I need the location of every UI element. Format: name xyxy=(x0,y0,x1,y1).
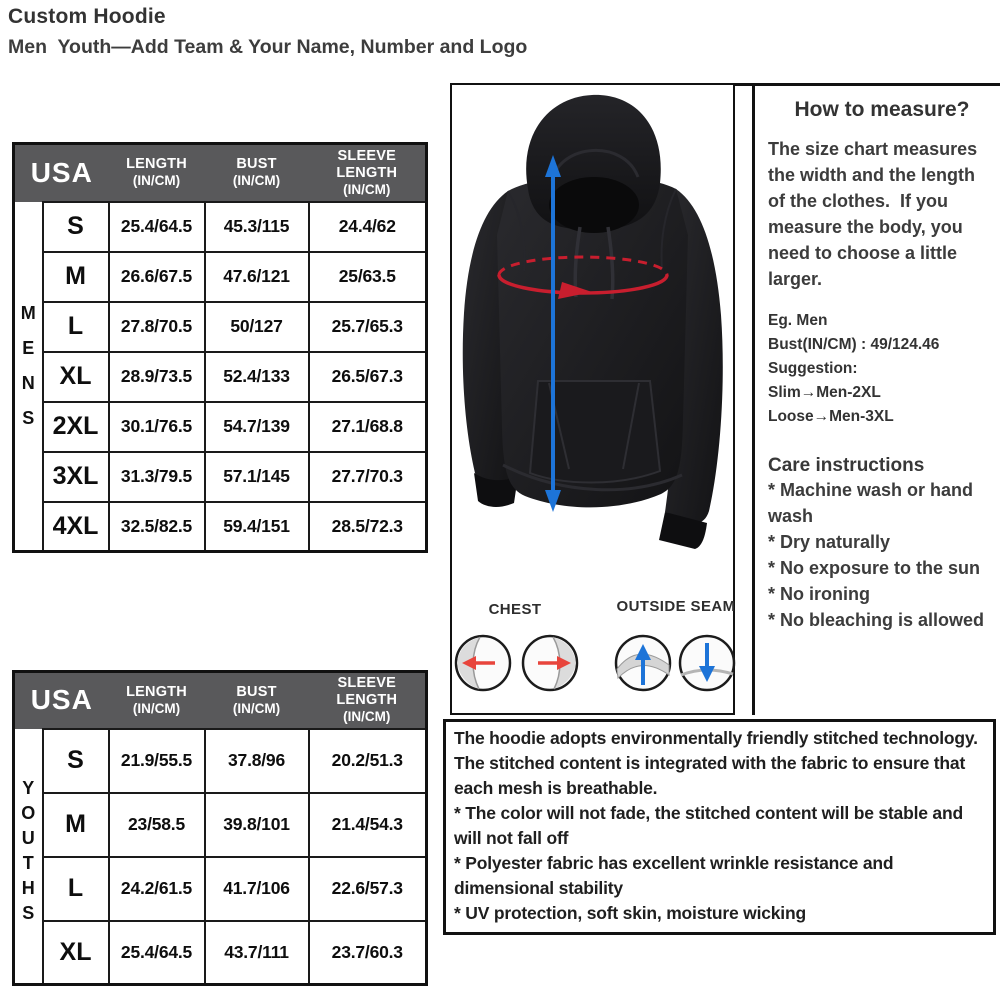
example-line: Bust(IN/CM) : 49/124.46 xyxy=(768,336,940,353)
care-instructions-list xyxy=(768,477,996,633)
length-cell: 24.2/61.5 xyxy=(109,857,205,921)
table-row xyxy=(14,502,427,552)
how-to-measure-title: How to measure? xyxy=(794,98,970,121)
size-cell: L xyxy=(43,857,109,921)
bust-cell: 47.6/121 xyxy=(205,252,309,302)
size-cell: 4XL xyxy=(43,502,109,552)
care-item: * No ironing xyxy=(768,584,870,604)
care-item: * Dry naturally xyxy=(768,532,891,552)
bust-cell: 50/127 xyxy=(205,302,309,352)
chest-measure-right-icon xyxy=(520,633,580,693)
bust-header-unit: (IN/CM) xyxy=(232,700,281,716)
description-paragraph: * Polyester fabric has excellent wrinkle resistance and dimensional stability xyxy=(454,853,894,898)
bust-header-unit: (IN/CM) xyxy=(232,173,281,189)
length-header xyxy=(109,672,205,729)
table-row xyxy=(14,452,427,502)
length-cell: 21.9/55.5 xyxy=(109,729,205,793)
sleeve-cell: 24.4/62 xyxy=(309,202,427,252)
hoodie-image xyxy=(452,85,733,713)
bust-header-title: BUST xyxy=(236,156,277,173)
care-item: * Machine wash or hand wash xyxy=(768,480,974,526)
size-cell: M xyxy=(43,252,109,302)
sleeve-cell: 22.6/57.3 xyxy=(309,857,427,921)
bust-cell: 37.8/96 xyxy=(205,729,309,793)
bust-cell: 41.7/106 xyxy=(205,857,309,921)
table-row xyxy=(14,252,427,302)
hoodie-measure-panel xyxy=(450,83,735,715)
size-cell: 2XL xyxy=(43,402,109,452)
description-paragraph: The hoodie adopts environmentally friendly stitched technology. The stitched content is integrated with the fabric to ensure that each mesh is breathable. xyxy=(454,728,978,798)
bust-cell: 57.1/145 xyxy=(205,452,309,502)
sleeve-header-title: SLEEVE LENGTH xyxy=(336,675,398,709)
size-cell: 3XL xyxy=(43,452,109,502)
usa-header: USA xyxy=(14,144,109,202)
length-cell: 28.9/73.5 xyxy=(109,352,205,402)
size-cell: XL xyxy=(43,352,109,402)
example-line: Slim→Men-2XL xyxy=(768,384,881,401)
sleeve-cell: 26.5/67.3 xyxy=(309,352,427,402)
youths-side-label-cell xyxy=(14,729,43,985)
bust-header xyxy=(205,672,309,729)
bust-header xyxy=(205,144,309,202)
chest-measure-left-icon xyxy=(453,633,513,693)
table-row xyxy=(14,793,427,857)
description-paragraph: * The color will not fade, the stitched content will be stable and will not fall off xyxy=(454,803,963,848)
example-line: Suggestion: xyxy=(768,360,858,377)
length-cell: 30.1/76.5 xyxy=(109,402,205,452)
sleeve-header xyxy=(309,672,427,729)
bust-header-title: BUST xyxy=(236,683,277,700)
bust-cell: 54.7/139 xyxy=(205,402,309,452)
size-cell: XL xyxy=(43,921,109,985)
description-box xyxy=(443,719,996,935)
size-cell: S xyxy=(43,729,109,793)
sleeve-cell: 28.5/72.3 xyxy=(309,502,427,552)
youths-side-label: YOUTHS xyxy=(18,778,39,929)
length-cell: 23/58.5 xyxy=(109,793,205,857)
youths-header-row xyxy=(14,672,427,729)
hoodie-silhouette xyxy=(463,95,723,549)
sleeve-cell: 27.1/68.8 xyxy=(309,402,427,452)
page-subtitle: Men Youth—Add Team & Your Name, Number and Logo xyxy=(8,36,528,58)
table-row xyxy=(14,921,427,985)
sleeve-header xyxy=(309,144,427,202)
table-row xyxy=(14,302,427,352)
length-header-title: LENGTH xyxy=(126,156,187,173)
length-header-title: LENGTH xyxy=(126,683,187,700)
usa-header: USA xyxy=(14,672,109,729)
length-cell: 32.5/82.5 xyxy=(109,502,205,552)
table-row xyxy=(14,352,427,402)
sleeve-cell: 25/63.5 xyxy=(309,252,427,302)
sleeve-cell: 21.4/54.3 xyxy=(309,793,427,857)
length-header-unit: (IN/CM) xyxy=(132,700,181,716)
sleeve-cell: 23.7/60.3 xyxy=(309,921,427,985)
table-row xyxy=(14,857,427,921)
length-header-unit: (IN/CM) xyxy=(132,173,181,189)
size-cell: S xyxy=(43,202,109,252)
bust-cell: 59.4/151 xyxy=(205,502,309,552)
length-cell: 26.6/67.5 xyxy=(109,252,205,302)
bust-cell: 39.8/101 xyxy=(205,793,309,857)
mens-header-row xyxy=(14,144,427,202)
length-cell: 25.4/64.5 xyxy=(109,921,205,985)
care-item: * No bleaching is allowed xyxy=(768,610,985,630)
sleeve-header-unit: (IN/CM) xyxy=(343,181,391,197)
size-suggestion-block xyxy=(768,309,996,429)
description-paragraph: * UV protection, soft skin, moisture wicking xyxy=(454,903,806,923)
length-cell: 25.4/64.5 xyxy=(109,202,205,252)
size-cell: L xyxy=(43,302,109,352)
sleeve-cell: 20.2/51.3 xyxy=(309,729,427,793)
table-row xyxy=(14,202,427,252)
sleeve-cell: 25.7/65.3 xyxy=(309,302,427,352)
length-header xyxy=(109,144,205,202)
youths-size-chart xyxy=(12,670,428,986)
care-instructions-title: Care instructions xyxy=(768,455,925,476)
length-cell: 27.8/70.5 xyxy=(109,302,205,352)
table-row xyxy=(14,402,427,452)
sleeve-header-title: SLEEVE LENGTH xyxy=(336,147,398,181)
bust-cell: 43.7/111 xyxy=(205,921,309,985)
example-line: Eg. Men xyxy=(768,312,828,329)
page-title: Custom Hoodie xyxy=(8,5,166,28)
how-to-measure-body: The size chart measures the width and the length of the clothes. If you measure the body, you need to choose a little larger. xyxy=(768,139,983,289)
sleeve-cell: 27.7/70.3 xyxy=(309,452,427,502)
example-line: Loose→Men-3XL xyxy=(768,408,894,425)
outside-seam-up-icon xyxy=(613,633,673,693)
chest-label: CHEST xyxy=(488,601,542,618)
mens-side-label-cell xyxy=(14,202,43,552)
bust-cell: 52.4/133 xyxy=(205,352,309,402)
how-to-measure-panel xyxy=(752,83,1000,715)
care-item: * No exposure to the sun xyxy=(768,558,981,578)
mens-size-chart xyxy=(12,142,428,553)
bust-cell: 45.3/115 xyxy=(205,202,309,252)
sleeve-header-unit: (IN/CM) xyxy=(343,709,391,725)
table-row xyxy=(14,729,427,793)
length-cell: 31.3/79.5 xyxy=(109,452,205,502)
outside-seam-down-icon xyxy=(677,633,737,693)
size-cell: M xyxy=(43,793,109,857)
outside-seam-label: OUTSIDE SEAM xyxy=(616,598,736,615)
mens-side-label: MENS xyxy=(18,303,39,444)
